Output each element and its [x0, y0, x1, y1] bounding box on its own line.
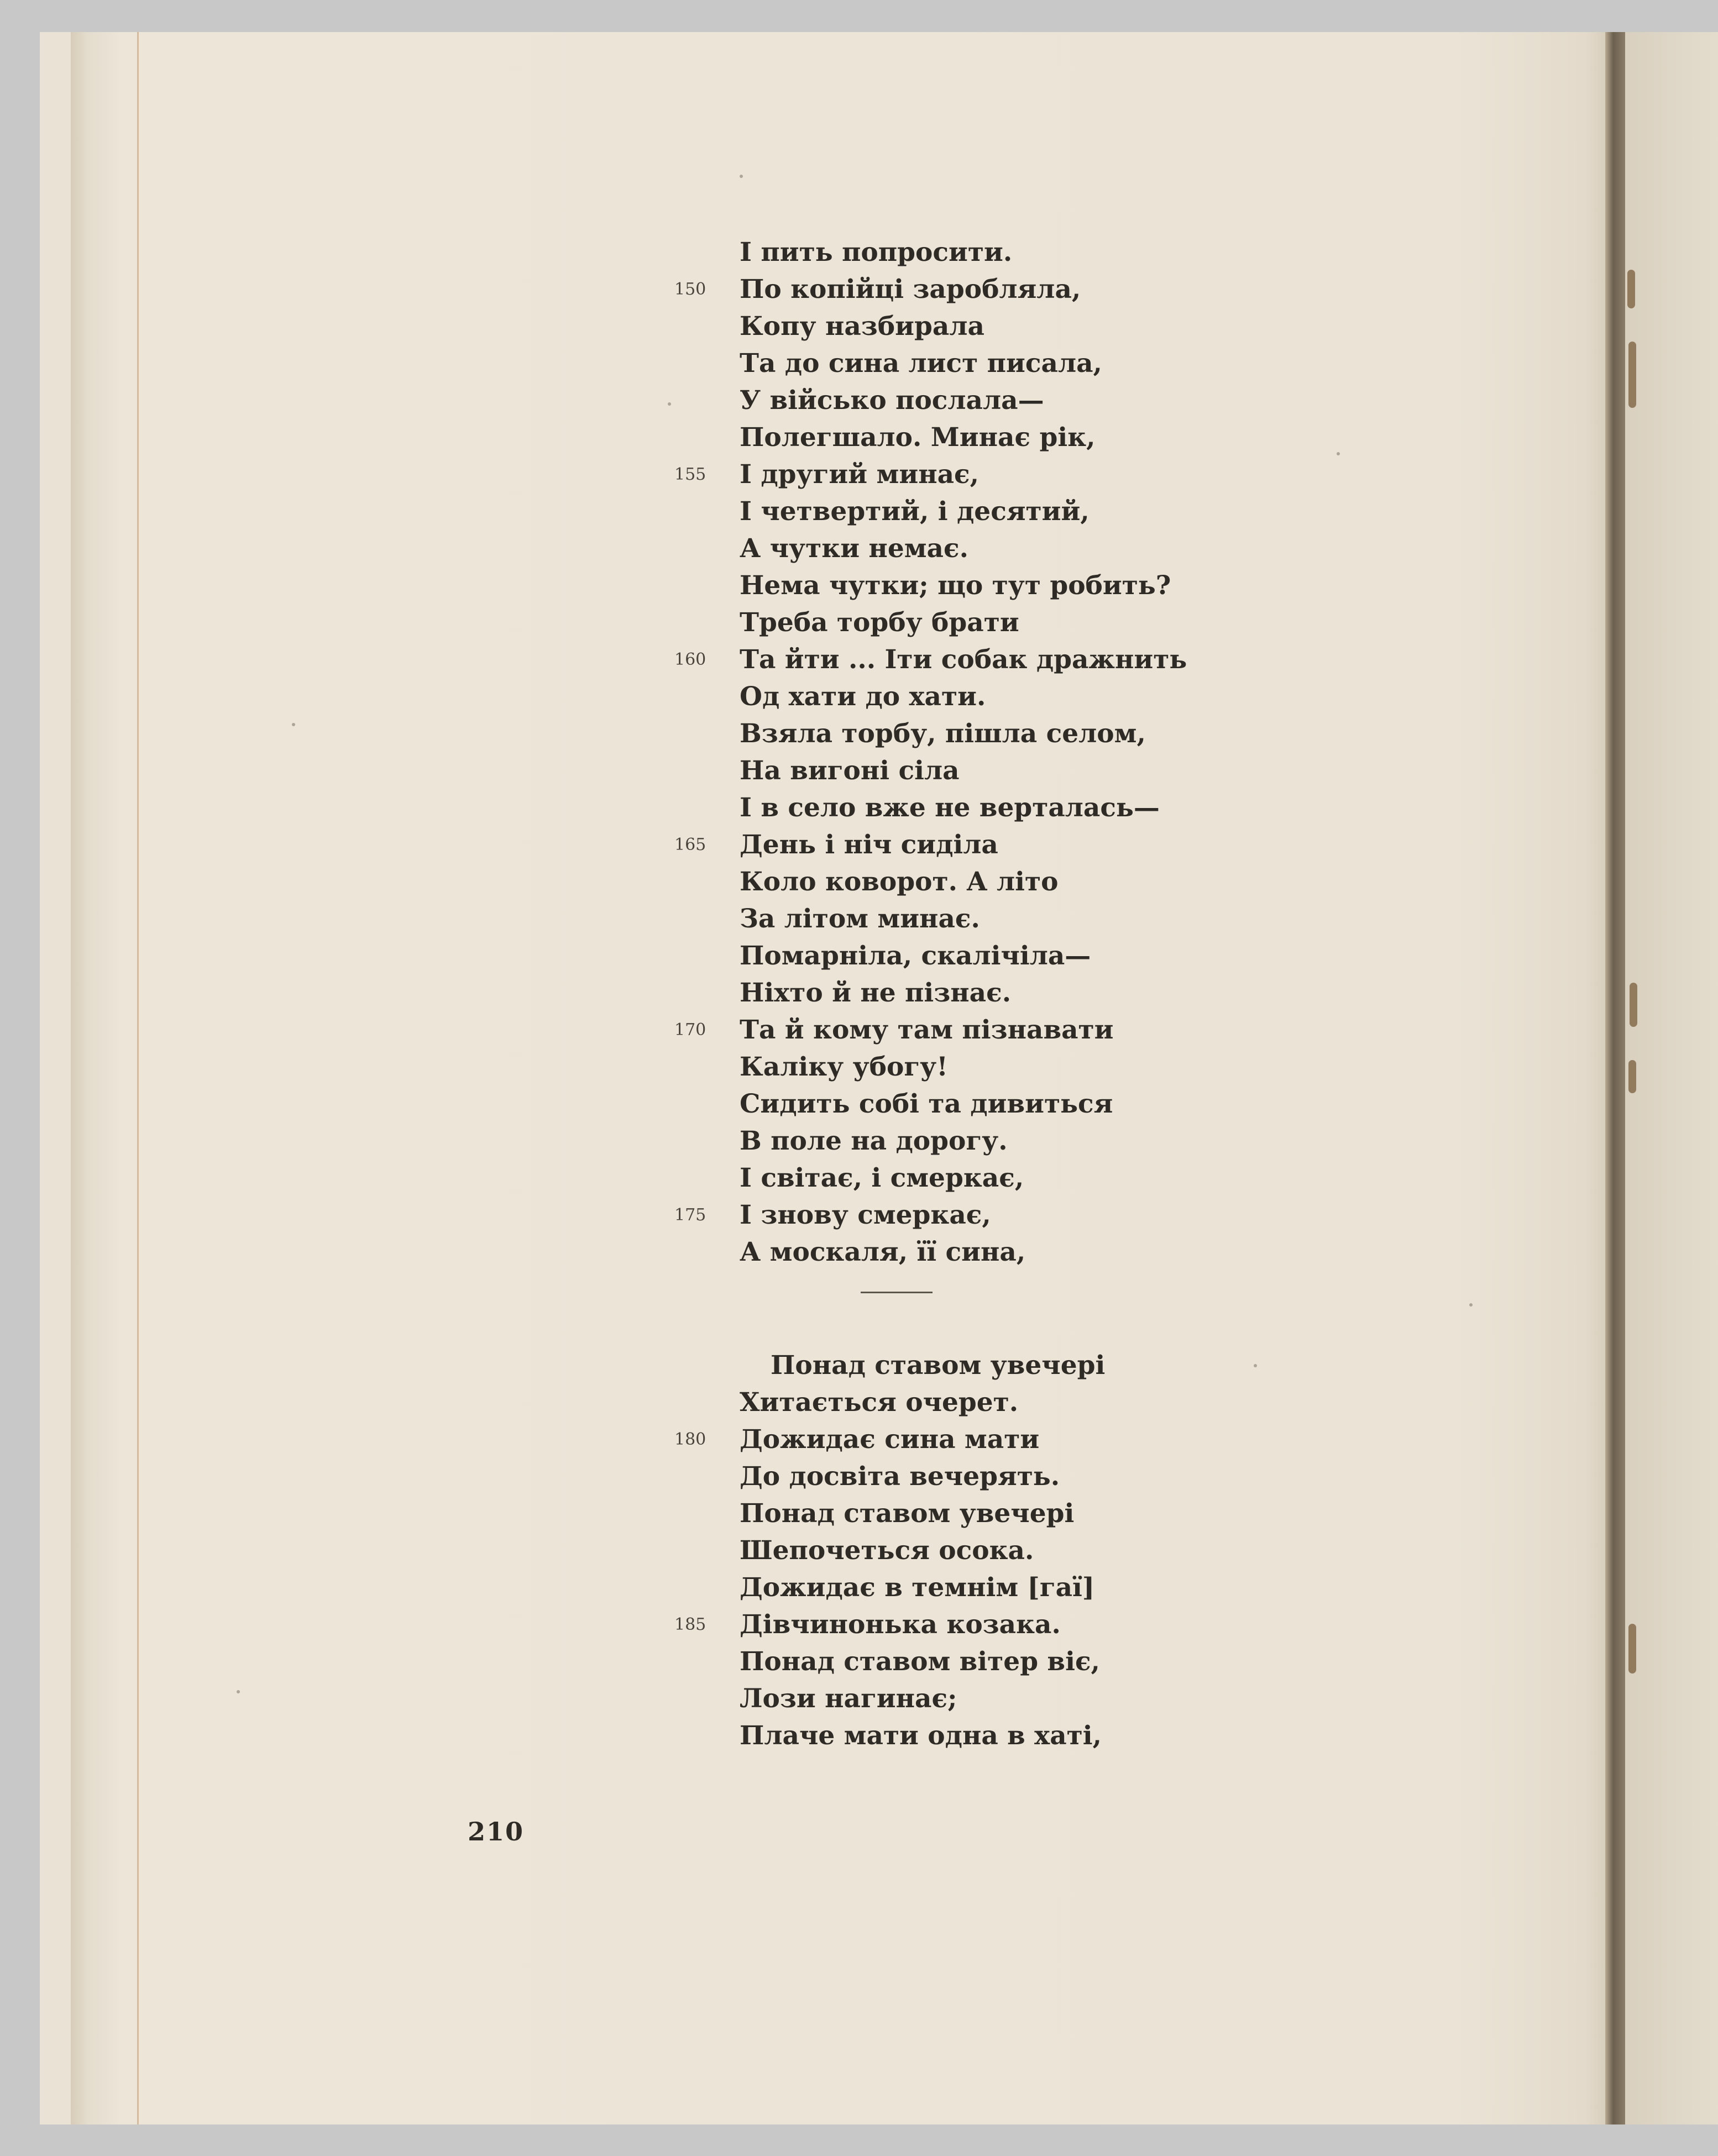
poem-line	[740, 1532, 1292, 1569]
edge-stain	[1628, 1624, 1636, 1674]
poem-line	[740, 937, 1292, 974]
poem-line	[740, 1643, 1292, 1680]
line-text: Каліку убогу!	[740, 1052, 948, 1082]
poem-line	[674, 1421, 1292, 1458]
paper-speck	[668, 402, 671, 406]
poem-line	[740, 1048, 1292, 1085]
line-number: 165	[674, 835, 706, 854]
next-page-edge	[1625, 32, 1718, 2124]
poem-line	[740, 345, 1292, 382]
page-gutter-line	[137, 32, 139, 2124]
line-text: І знову смеркає,	[740, 1200, 991, 1230]
line-text: Та й кому там пізнавати	[740, 1015, 1114, 1045]
poem-line	[740, 493, 1292, 530]
poem-line	[740, 678, 1292, 715]
line-text: Помарніла, скалічіла—	[740, 941, 1091, 971]
poem-line	[740, 1680, 1292, 1717]
line-text: Сидить собі та дивиться	[740, 1089, 1113, 1119]
line-number: 160	[674, 650, 706, 669]
line-text: І світає, і смеркає,	[740, 1163, 1024, 1193]
poem-line	[740, 382, 1292, 419]
line-text: Коло коворот. А літо	[740, 867, 1059, 897]
line-text: І четвертий, і десятий,	[740, 496, 1090, 527]
poem-line	[740, 530, 1292, 567]
paper-speck	[292, 723, 295, 726]
line-text: Ніхто й не пізнає.	[740, 978, 1012, 1008]
stanza-gap	[740, 1293, 1292, 1347]
line-text: До досвіта вечерять.	[740, 1461, 1060, 1492]
poem-line	[740, 1085, 1292, 1122]
paper-speck	[1469, 1303, 1473, 1307]
page-binding	[1605, 32, 1625, 2124]
page-number: 210	[468, 1817, 525, 1846]
poem-line	[740, 1160, 1292, 1197]
line-text: Дожидає сина мати	[740, 1424, 1040, 1455]
poem-line	[740, 419, 1292, 456]
edge-stain	[1628, 342, 1636, 408]
poem-line	[740, 1458, 1292, 1495]
line-text: Та йти ... Іти собак дражнить	[740, 644, 1187, 675]
poem-line	[740, 1717, 1292, 1754]
poem-line	[740, 1347, 1292, 1384]
line-number: 170	[674, 1020, 706, 1040]
line-text: Понад ставом увечері	[740, 1498, 1075, 1529]
poem-text	[674, 234, 1292, 1754]
poem-line	[674, 1606, 1292, 1643]
line-text: На вигоні сіла	[740, 756, 960, 786]
edge-stain	[1627, 270, 1635, 308]
poem-line	[740, 974, 1292, 1011]
poem-line	[740, 567, 1292, 604]
poem-line	[740, 1122, 1292, 1160]
line-text: А москаля, її сина,	[740, 1237, 1026, 1267]
line-number: 155	[674, 465, 706, 484]
poem-line	[740, 1234, 1292, 1271]
line-text: Понад ставом увечері	[771, 1350, 1106, 1381]
poem-line	[740, 1384, 1292, 1421]
poem-line	[740, 715, 1292, 752]
poem-line	[674, 826, 1292, 863]
poem-line	[740, 604, 1292, 641]
poem-line	[674, 1197, 1292, 1234]
paper-speck	[237, 1690, 240, 1693]
line-text: Треба торбу брати	[740, 607, 1019, 638]
poem-line	[674, 456, 1292, 493]
line-number: 150	[674, 280, 706, 299]
poem-line	[674, 271, 1292, 308]
line-text: У військо послала—	[740, 385, 1044, 416]
poem-line	[740, 789, 1292, 826]
line-text: Шепочеться осока.	[740, 1535, 1034, 1566]
line-text: Дожидає в темнім [гаї]	[740, 1572, 1095, 1603]
line-text: Лози нагинає;	[740, 1683, 957, 1714]
poem-line	[740, 308, 1292, 345]
line-text: І в село вже не верталась—	[740, 793, 1160, 823]
line-text: А чутки немає.	[740, 533, 968, 564]
poem-line	[740, 752, 1292, 789]
poem-line	[740, 1569, 1292, 1606]
poem-line	[674, 641, 1292, 678]
poem-line	[740, 863, 1292, 900]
poem-line	[740, 900, 1292, 937]
line-text: Нема чутки; що тут робить?	[740, 570, 1171, 601]
line-text: Од хати до хати.	[740, 681, 986, 712]
line-text: Копу назбирала	[740, 311, 984, 342]
poem-line	[740, 1495, 1292, 1532]
line-text: Дівчинонька козака.	[740, 1609, 1061, 1640]
poem-line	[674, 1011, 1292, 1048]
line-number: 175	[674, 1205, 706, 1225]
line-number: 185	[674, 1615, 706, 1634]
line-number: 180	[674, 1430, 706, 1449]
line-text: І пить попросити.	[740, 237, 1013, 267]
paper-speck	[1337, 452, 1340, 455]
line-text: День і ніч сиділа	[740, 830, 998, 860]
line-text: В поле на дорогу.	[740, 1126, 1008, 1156]
line-text: По копійці заробляла,	[740, 274, 1081, 305]
line-text: Взяла торбу, пішла селом,	[740, 718, 1146, 749]
poem-line	[740, 234, 1292, 271]
line-text: Хитається очерет.	[740, 1387, 1019, 1418]
line-text: За літом минає.	[740, 904, 980, 934]
edge-stain	[1630, 983, 1637, 1027]
line-text: Та до сина лист писала,	[740, 348, 1102, 379]
paper-speck	[740, 175, 743, 178]
line-text: Понад ставом вітер віє,	[740, 1646, 1100, 1677]
edge-stain	[1628, 1060, 1636, 1093]
line-text: І другий минає,	[740, 459, 980, 490]
line-text: Полегшало. Минає рік,	[740, 422, 1096, 453]
line-text: Плаче мати одна в хаті,	[740, 1720, 1102, 1751]
